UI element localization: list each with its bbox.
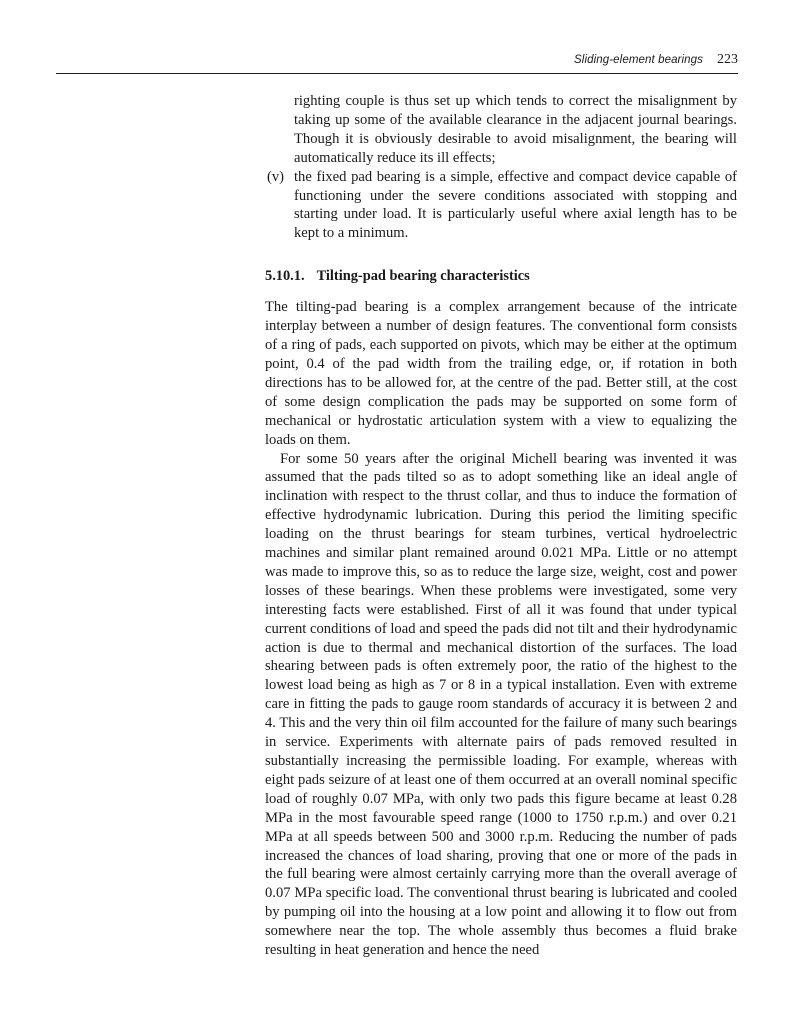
paragraph-1: The tilting-pad bearing is a complex arrangement because of the intricate interplay between a number of design features. The conventional form consists of a ring of pads, each supported on pivots, which may be either at the optimum point, 0.4 of the pad width from the trailing edge, or, if rotation in both directions has to be allowed for, at the centre of the pad. Better still, at the cost of some design complication the pads may be supported on some form of mechanical or hydrostatic articulation system with a view to equalizing the loads on them. xyxy=(265,299,737,448)
list-item-v-text: the fixed pad bearing is a simple, effective and compact device capable of functioning under the severe conditions associated with stopping and starting under load. It is particularly useful where axial length has to be kept to a minimum. xyxy=(294,168,737,242)
page-number: 223 xyxy=(717,52,738,67)
section-title: Tilting-pad bearing characteristics xyxy=(316,268,530,285)
list-item-continuation xyxy=(265,92,737,168)
body-text xyxy=(265,92,737,960)
section-number: 5.10.1. xyxy=(265,268,305,285)
header-rule xyxy=(56,73,738,74)
list-item-continuation-text: righting couple is thus set up which tends to correct the misalignment by taking up some of the available clearance in the adjacent journal bearings. Though it is obviously desirable to avoid misalignment, the bearing will automatically reduce its ill effects; xyxy=(294,93,737,166)
section-heading xyxy=(265,267,737,286)
list-marker-v: (v) xyxy=(267,168,285,185)
list-item-v xyxy=(265,168,737,244)
running-title: Sliding-element bearings xyxy=(574,54,703,66)
paragraph-2: For some 50 years after the original Michell bearing was invented it was assumed that the pads tilted so as to adopt something like an ideal angle of inclination with respect to the thrust collar, and thus to induce the formation of effective hydrodynamic lubrication. During this period the limiting specific loading on the thrust bearings for steam turbines, vertical hydroelectric machines and similar plant remained around 0.021 MPa. Little or no attempt was made to improve this, so as to reduce the large size, weight, cost and power losses of these bearings. When these problems were investigated, some very interesting facts were established. First of all it was found that under typical current conditions of load and speed the pads did not tilt and their hydrodynamic action is due to thermal and mechanical distortion of the surfaces. The load shearing between pads is often extremely poor, the ratio of the highest to the lowest load being as high as 7 or 8 in a typical installation. Even with extreme care in fitting the pads to gauge room standards of accuracy it is between 2 and 4. This and the very thin oil film accounted for the failure of many such bearings in service. Experiments with alternate pairs of pads removed resulted in substantially increasing the permissible loading. For example, whereas with eight pads seizure of at least one of them occurred at an overall nominal specific load of roughly 0.07 MPa, with only two pads this figure became at least 0.28 MPa in the most favourable speed range (1000 to 1750 r.p.m.) and over 0.21 MPa at all speeds between 500 and 3000 r.p.m. Reducing the number of pads increased the chances of load sharing, proving that one or more of the pads in the full bearing were almost certainly carrying more than the overall average of 0.07 MPa specific load. The conventional thrust bearing is lubricated and cooled by pumping oil into the housing at a low point and allowing it to flow out from somewhere near the top. The whole assembly thus becomes a fluid brake resulting in heat generation and hence the need xyxy=(265,450,737,959)
running-header xyxy=(56,50,738,72)
